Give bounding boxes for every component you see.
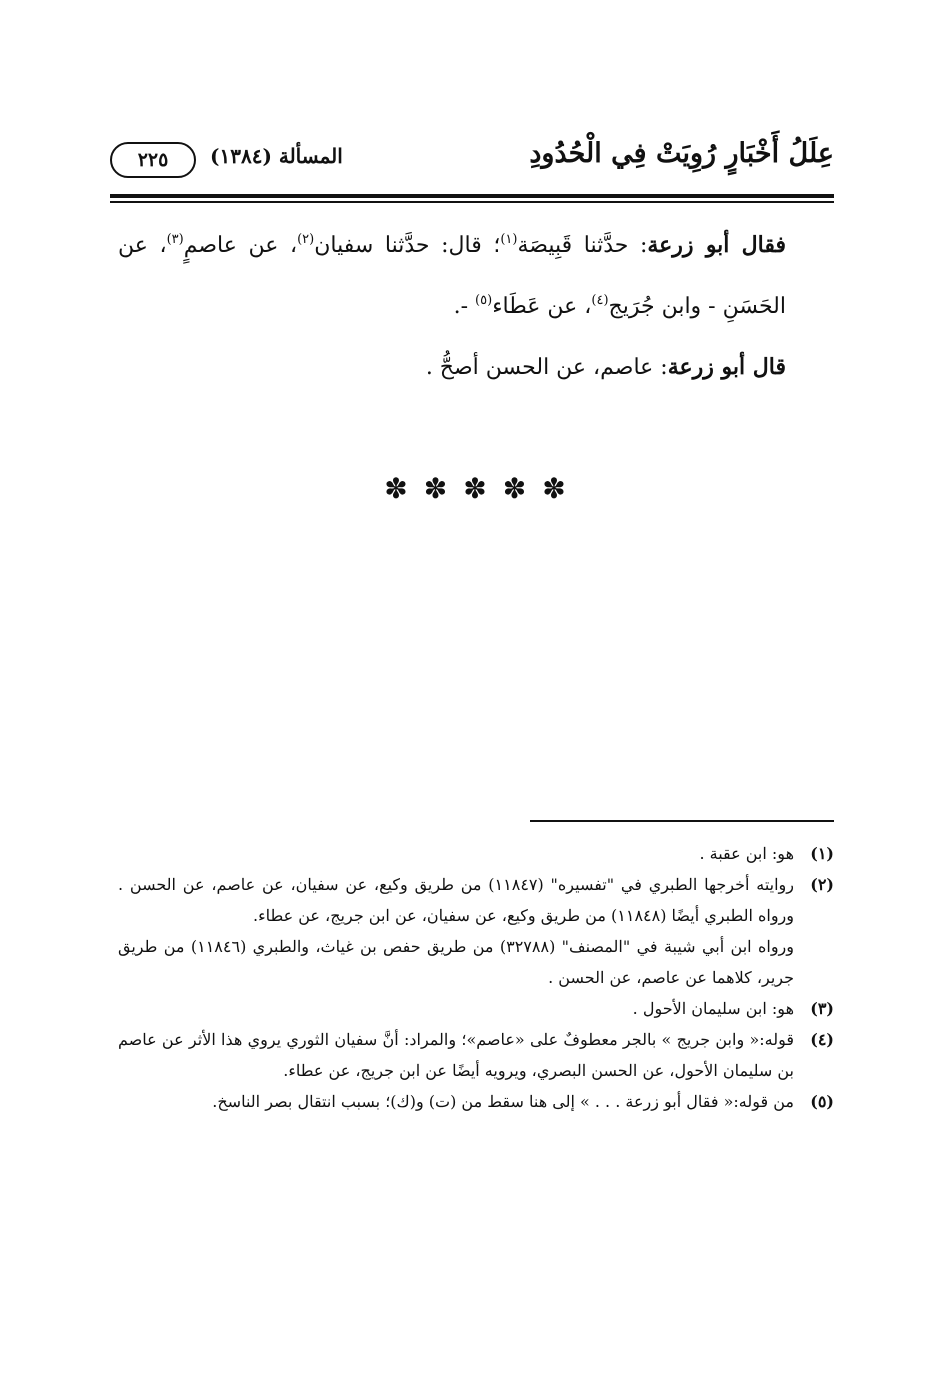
footnote-ref[interactable]: (٥) [475,293,493,308]
footnote-text [118,869,794,993]
rosette-ornament-icon: ✽ [384,472,408,505]
footnote-ref[interactable]: (٣) [166,232,184,247]
rosette-ornament-icon: ✽ [502,472,527,505]
footnotes [118,838,834,1117]
footnote-item [118,993,834,1024]
text-segment: ، عن عاصمٍ [183,233,298,258]
footnote-number: (٤) [810,1030,834,1049]
footnote-line: هو: ابن سليمان الأحول . [632,999,794,1018]
speaker-lead: قال أبو زرعة [667,354,786,380]
footnote-number: (١) [810,844,834,863]
footnote-line: روايته أخرجها الطبري في "تفسيره" (١١٨٤٧) من طريق وكيع، عن سفيان، عن عاصم، عن الحسن . ورواه الطبري أيضًا (١١٨٤٨) من طريق وكيع، عن سفيان، عن ابن جريج، عن عطاء. [118,875,794,925]
footnote-item [118,1024,834,1086]
footnote-ref[interactable]: (٤) [591,293,609,308]
text-segment: ؛ قال: حدَّثنا سفيان [314,233,501,258]
footnote-number: (٥) [810,1092,834,1111]
footnote-text [118,838,794,869]
rosette-ornament-icon: ✽ [423,472,448,505]
issue-label: المسألة (١٣٨٤) [210,144,343,168]
footnote-number: (٣) [810,999,834,1018]
paragraph-verdict [118,337,834,398]
header-rule-thin [110,201,834,203]
footnote-item [118,869,834,993]
main-text [118,215,834,398]
paragraph-chain [118,215,834,337]
footnote-line: قوله:« وابن جريج » بالجر معطوفٌ على «عاصم»؛ والمراد: أنَّ سفيان الثوري يروي هذا الأثر عن عاصم بن سليمان الأحول، عن الحسن البصري، ويرويه أيضًا عن ابن جريج، عن عطاء. [118,1030,794,1080]
footnote-text [118,993,794,1024]
footnote-ref[interactable]: (١) [500,232,518,247]
text-segment: -. [453,294,476,319]
speaker-lead: فقال أبو زرعة [647,232,787,258]
footnote-item [118,838,834,869]
header-rule-thick [110,194,834,198]
rosette-ornament-icon: ✽ [463,472,487,505]
text-segment: ، عن عَطَاء [492,294,592,319]
section-ornaments [380,474,570,504]
footnote-line: هو: ابن عقبة . [699,844,794,863]
page-number-badge: ٢٢٥ [110,142,196,178]
text-segment: : عاصم، عن الحسن أصحُّ . [425,355,668,380]
text-segment: : حدَّثنا قَبِيصَة [517,233,648,258]
running-title: عِلَلُ أَخْبَارٍ رُوِيَتْ فِي الْحُدُودِ [529,138,834,169]
rosette-ornament-icon: ✽ [542,472,566,505]
footnote-text [118,1024,794,1086]
footnote-line: من قوله:« فقال أبو زرعة . . . » إلى هنا سقط من (ت) و(ك)؛ بسبب انتقال بصر الناسخ. [212,1092,794,1111]
footnote-ref[interactable]: (٢) [297,232,315,247]
footnote-number: (٢) [810,875,834,894]
footnote-line: ورواه ابن أبي شيبة في "المصنف" (٣٢٧٨٨) من طريق حفص بن غياث، والطبري (١١٨٤٦) من طريق جرير، كلاهما عن عاصم، عن الحسن . [118,937,795,987]
footnote-text [118,1086,794,1117]
footnote-separator [530,820,834,822]
text-segment: ، عن الحَسَنِ - وابن جُرَيج [118,233,786,319]
footnote-item [118,1086,834,1117]
page-header [110,136,834,186]
